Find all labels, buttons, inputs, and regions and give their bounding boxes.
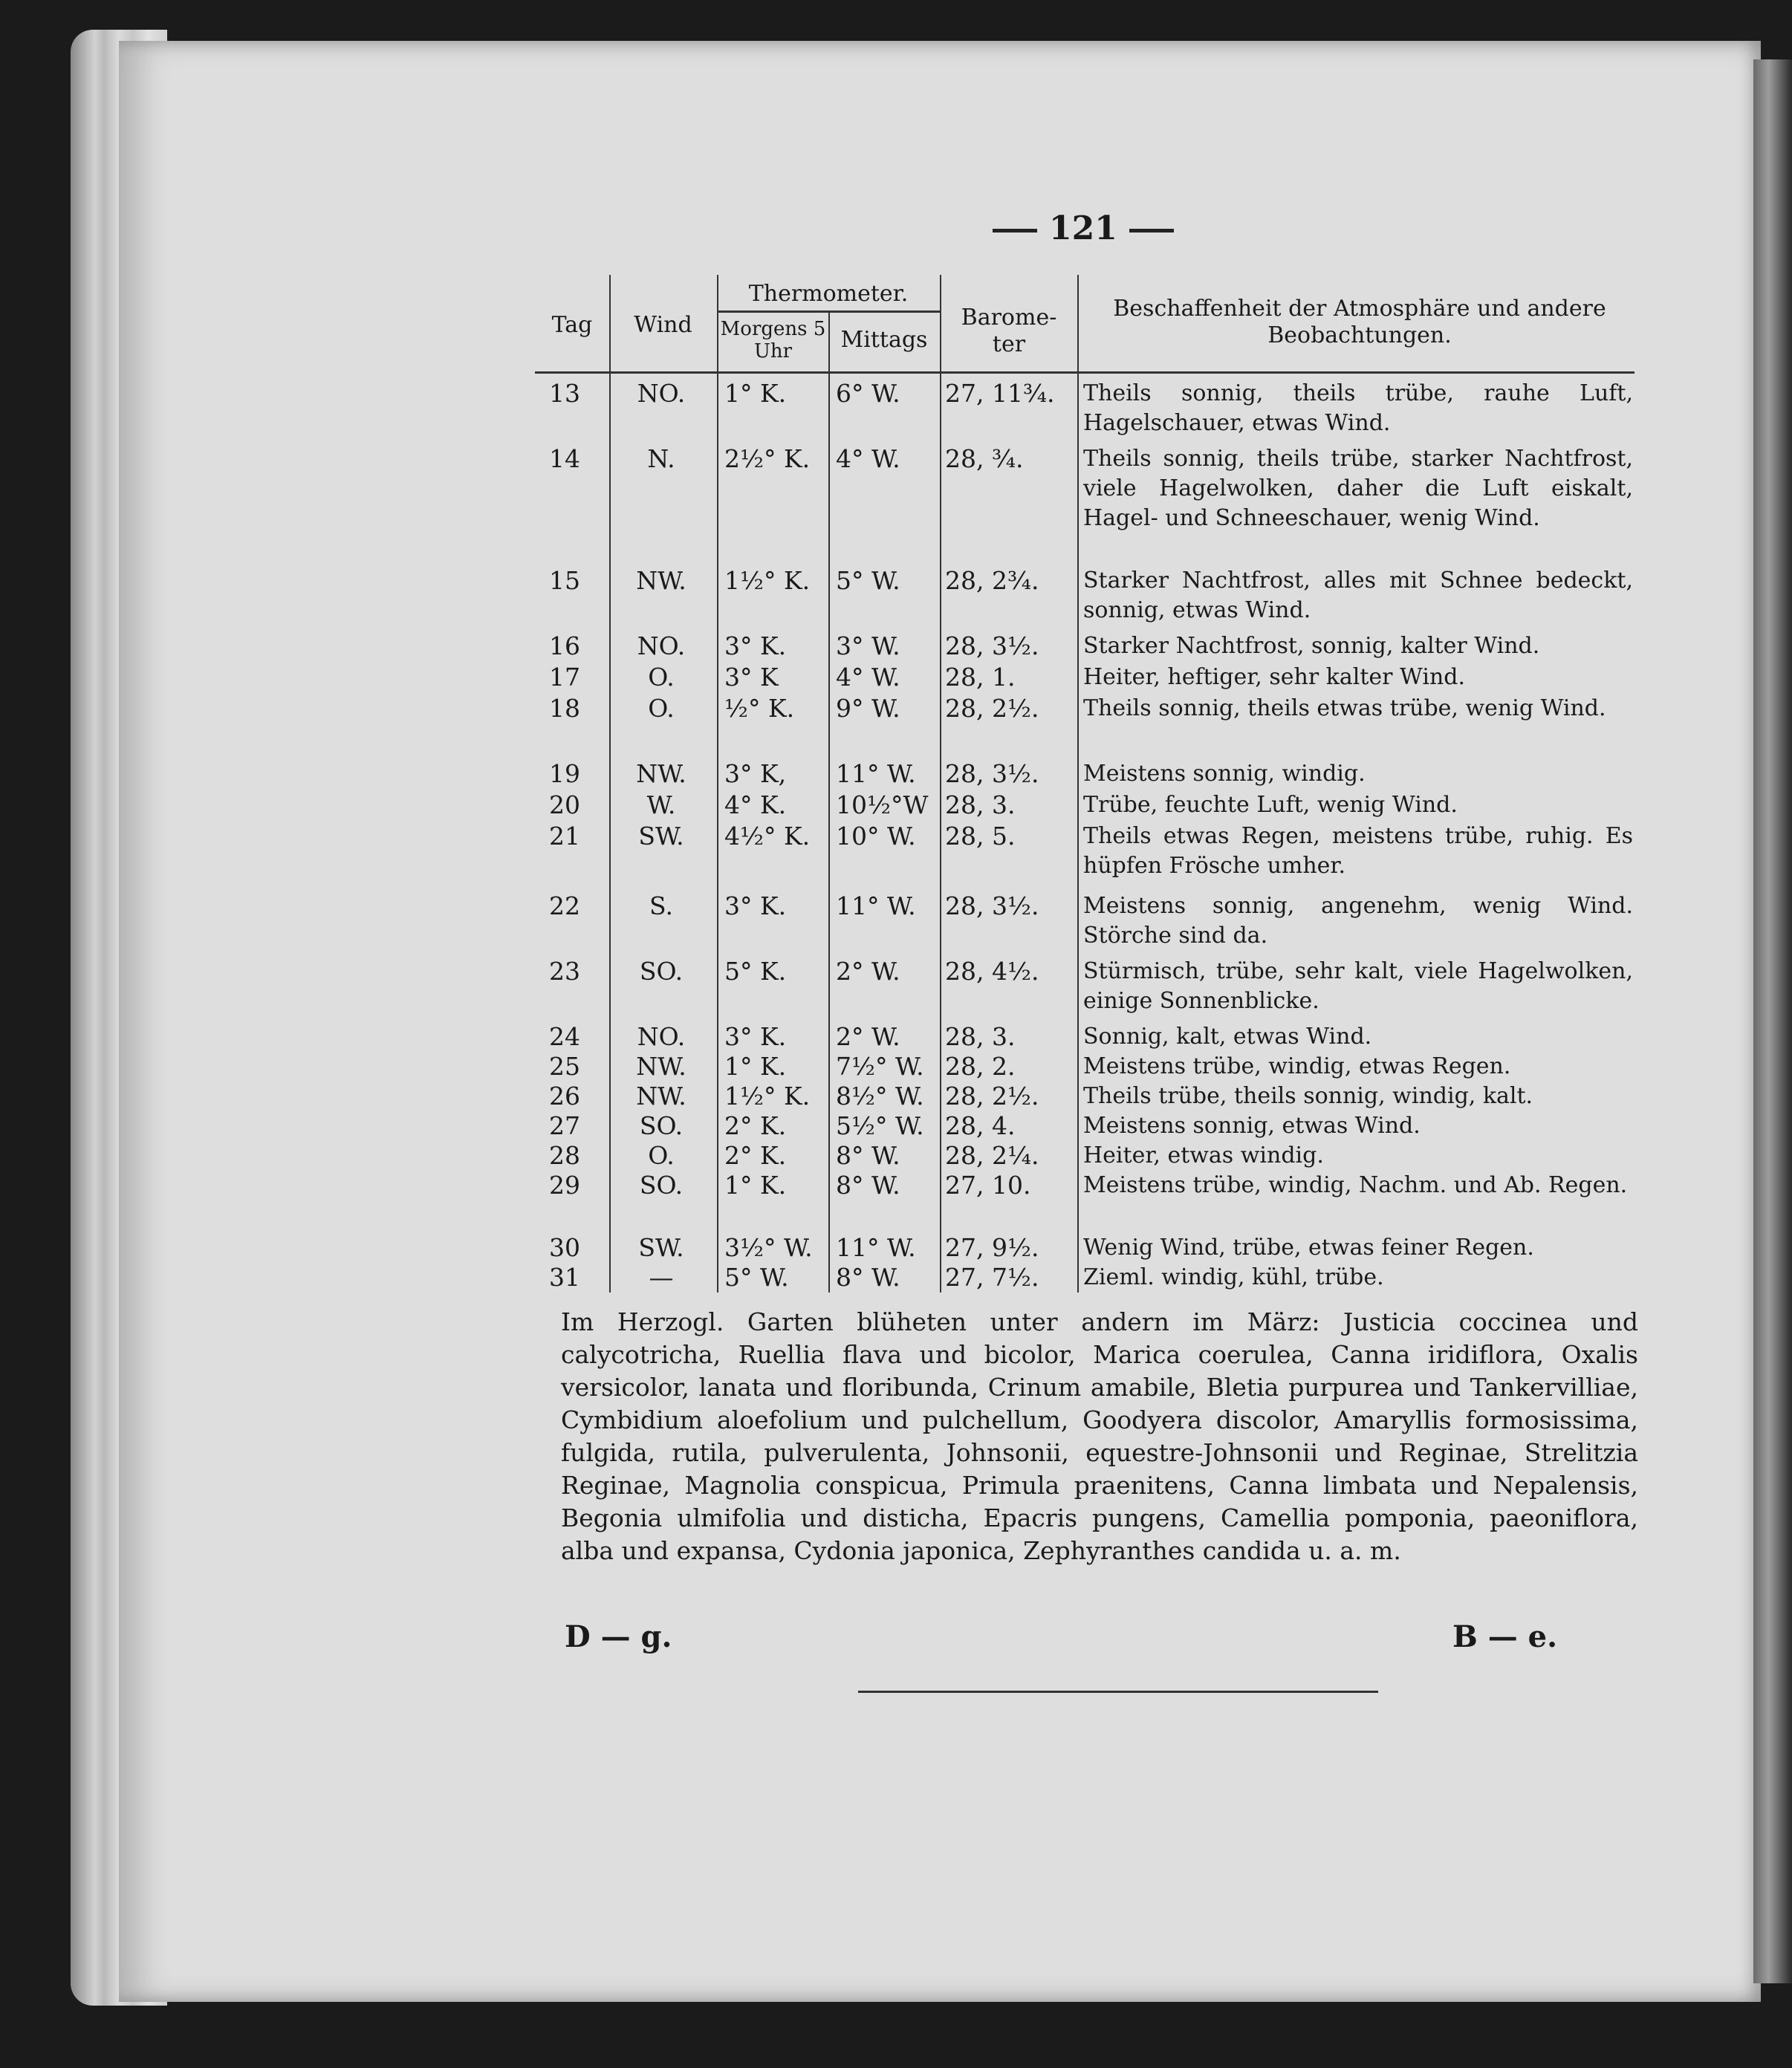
cell-observation: Meistens trübe, windig, etwas Regen.: [1083, 1053, 1511, 1079]
cell-morgens: 3° K: [724, 663, 779, 692]
cell-observation: Meistens trübe, windig, Nachm. und Ab. Regen.: [1083, 1172, 1628, 1198]
cell-barometer: 27, 7½.: [945, 1263, 1039, 1292]
table-row: [535, 1263, 1634, 1292]
cell-mittags: 7½° W.: [836, 1052, 924, 1081]
cell-morgens: 1° K.: [724, 1052, 787, 1081]
table-row: [535, 957, 1634, 1014]
thermometer-rule: [717, 310, 940, 313]
cell-wind: NO.: [637, 379, 686, 408]
cell-barometer: 28, 3½.: [945, 891, 1039, 920]
cell-morgens: 4° K.: [724, 790, 787, 819]
cell-tag: 29: [549, 1171, 580, 1200]
header-thermometer: Thermometer.: [748, 281, 909, 307]
cell-wind: NW.: [636, 1082, 686, 1111]
cell-morgens: 2° K.: [724, 1141, 787, 1170]
cell-tag: 20: [549, 790, 580, 819]
cell-tag: 24: [549, 1022, 580, 1051]
cell-wind: SW.: [638, 1233, 684, 1262]
table-row: [535, 891, 1634, 949]
page-number-dash-left: [993, 229, 1037, 233]
cell-observation: Meistens sonnig, windig.: [1083, 761, 1366, 787]
cell-mittags: 11° W.: [836, 1233, 916, 1262]
cell-wind: O.: [648, 1141, 675, 1170]
cell-observation: Heiter, heftiger, sehr kalter Wind.: [1083, 664, 1465, 690]
cell-tag: 22: [549, 891, 580, 920]
page-number: [981, 209, 1204, 247]
cell-observation: Starker Nachtfrost, sonnig, kalter Wind.: [1083, 633, 1540, 659]
cell-tag: 15: [549, 566, 580, 595]
cell-barometer: 27, 9½.: [945, 1233, 1039, 1262]
cell-observation: Theils trübe, theils sonnig, windig, kalt.: [1083, 1083, 1533, 1109]
cell-mittags: 6° W.: [836, 379, 900, 408]
header-rule: [535, 371, 1634, 374]
cell-morgens: 5° K.: [724, 957, 787, 986]
cell-wind: SO.: [639, 1111, 684, 1140]
signature-right: B — e.: [1452, 1619, 1558, 1654]
cell-mittags: 4° W.: [836, 444, 900, 473]
cell-tag: 31: [549, 1263, 580, 1292]
cell-wind: SO.: [639, 1171, 684, 1200]
cell-mittags: 4° W.: [836, 663, 900, 692]
cell-barometer: 28, 3½.: [945, 631, 1039, 660]
cell-mittags: 11° W.: [836, 759, 916, 788]
cell-mittags: 9° W.: [836, 694, 900, 723]
cell-morgens: 1° K.: [724, 379, 787, 408]
cell-observation: Heiter, etwas windig.: [1083, 1142, 1324, 1168]
cell-barometer: 28, 4½.: [945, 957, 1039, 986]
cell-morgens: 1° K.: [724, 1171, 787, 1200]
cell-observation: Trübe, feuchte Luft, wenig Wind.: [1083, 792, 1458, 818]
cell-morgens: ½° K.: [724, 694, 795, 723]
cell-tag: 25: [549, 1052, 580, 1081]
cell-morgens: 3° K.: [724, 631, 787, 660]
cell-tag: 27: [549, 1111, 580, 1140]
table-row: [535, 663, 1634, 692]
cell-observation: Sonnig, kalt, etwas Wind.: [1083, 1024, 1372, 1050]
cell-barometer: 28, 3.: [945, 790, 1016, 819]
table-row: [535, 444, 1634, 531]
cell-barometer: 27, 10.: [945, 1171, 1031, 1200]
cell-wind: O.: [648, 663, 675, 692]
table-row: [535, 379, 1634, 436]
cell-mittags: 10½°W: [836, 790, 929, 819]
cell-wind: NW.: [636, 1052, 686, 1081]
cell-morgens: 3° K,: [724, 759, 787, 788]
cell-tag: 13: [549, 379, 580, 408]
cell-morgens: 4½° K.: [724, 822, 811, 851]
cell-wind: O.: [648, 694, 675, 723]
table-row: [535, 822, 1634, 879]
cell-observation: Theils sonnig, theils trübe, starker Nachtfrost, viele Hagelwolken, daher die Luft eiskalt, Hagel- und Schneeschauer, wenig Wind.: [1083, 446, 1633, 531]
cell-tag: 23: [549, 957, 580, 986]
cell-morgens: 3° K.: [724, 891, 787, 920]
cell-observation: Wenig Wind, trübe, etwas feiner Regen.: [1083, 1235, 1534, 1261]
cell-barometer: 28, 2¼.: [945, 1141, 1039, 1170]
cell-observation: Meistens sonnig, angenehm, wenig Wind. Störche sind da.: [1083, 893, 1633, 949]
cell-tag: 26: [549, 1082, 580, 1111]
cell-observation: Zieml. windig, kühl, trübe.: [1083, 1264, 1384, 1290]
cell-wind: SW.: [638, 822, 684, 851]
cell-tag: 18: [549, 694, 580, 723]
cell-morgens: 3° K.: [724, 1022, 787, 1051]
cell-mittags: 5° W.: [836, 566, 900, 595]
cell-tag: 16: [549, 631, 580, 660]
cell-observation: Stürmisch, trübe, sehr kalt, viele Hagelwolken, einige Sonnenblicke.: [1083, 958, 1633, 1014]
cell-barometer: 28, 2.: [945, 1052, 1016, 1081]
cell-wind: N.: [647, 444, 675, 473]
cell-mittags: 8° W.: [836, 1141, 900, 1170]
header-mittags: Mittags: [840, 327, 928, 353]
cell-barometer: 28, 2¾.: [945, 566, 1039, 595]
cell-mittags: 3° W.: [836, 631, 900, 660]
weather-table: [535, 275, 1634, 1300]
cell-observation: Theils etwas Regen, meistens trübe, ruhig. Es hüpfen Frösche umher.: [1083, 823, 1633, 879]
table-row: [535, 790, 1634, 820]
table-row: [535, 1141, 1634, 1171]
cell-mittags: 11° W.: [836, 891, 916, 920]
cell-barometer: 28, ¾.: [945, 444, 1024, 473]
cell-wind: NW.: [636, 759, 686, 788]
cell-barometer: 28, 3½.: [945, 759, 1039, 788]
cell-mittags: 8½° W.: [836, 1082, 924, 1111]
cell-tag: 17: [549, 663, 580, 692]
cell-barometer: 28, 3.: [945, 1022, 1016, 1051]
header-observations: Beschaffenheit der Atmosphäre und andere Beobachtungen.: [1113, 296, 1606, 348]
header-morgens: Morgens 5 Uhr: [720, 318, 826, 362]
cell-wind: W.: [646, 790, 676, 819]
table-row: [535, 631, 1634, 661]
cell-wind: SO.: [639, 957, 684, 986]
cell-observation: Theils sonnig, theils trübe, rauhe Luft, Hagelschauer, etwas Wind.: [1083, 380, 1633, 436]
table-row: [535, 1052, 1634, 1082]
table-row: [535, 759, 1634, 789]
cell-mittags: 10° W.: [836, 822, 916, 851]
cell-wind: NW.: [636, 566, 686, 595]
cell-wind: —: [649, 1263, 674, 1292]
page-number-dash-right: [1129, 229, 1174, 233]
cell-wind: NO.: [637, 1022, 686, 1051]
facing-page-edge: [1753, 59, 1792, 1983]
cell-morgens: 1½° K.: [724, 1082, 811, 1111]
table-row: [535, 566, 1634, 623]
header-wind: Wind: [634, 312, 692, 338]
cell-observation: Starker Nachtfrost, alles mit Schnee bedeckt, sonnig, etwas Wind.: [1083, 568, 1633, 623]
cell-tag: 19: [549, 759, 580, 788]
cell-morgens: 2½° K.: [724, 444, 811, 473]
cell-morgens: 3½° W.: [724, 1233, 813, 1262]
cell-observation: Theils sonnig, theils etwas trübe, wenig Wind.: [1083, 695, 1606, 721]
cell-wind: S.: [649, 891, 673, 920]
cell-mittags: 8° W.: [836, 1171, 900, 1200]
table-row: [535, 1171, 1634, 1200]
table-row: [535, 1111, 1634, 1141]
cell-tag: 28: [549, 1141, 580, 1170]
cell-tag: 14: [549, 444, 580, 473]
cell-mittags: 2° W.: [836, 957, 900, 986]
cell-mittags: 2° W.: [836, 1022, 900, 1051]
cell-barometer: 28, 4.: [945, 1111, 1016, 1140]
header-tag: Tag: [551, 312, 593, 338]
page-number-value: 121: [1049, 209, 1117, 247]
cell-observation: Meistens sonnig, etwas Wind.: [1083, 1113, 1421, 1139]
cell-morgens: 5° W.: [724, 1263, 789, 1292]
signature-left: D — g.: [565, 1619, 672, 1654]
cell-morgens: 1½° K.: [724, 566, 811, 595]
cell-barometer: 27, 11¾.: [945, 379, 1055, 408]
cell-tag: 21: [549, 822, 580, 851]
garden-paragraph: Im Herzogl. Garten blüheten unter andern im März: Justicia coccinea und calycotricha, Ruellia flava und bicolor, Marica coerulea, Canna iridiflora, Oxalis versicolor, lanata und floribunda, Crinum amabile, Bletia purpurea und Tankervilliae, Cymbidium aloefolium und pulchellum, Goodyera discolor, Amaryllis formosissima, fulgida, rutila, pulverulenta, Johnsonii, equestre-Johnsonii und Reginae, Strelitzia Reginae, Magnolia conspicua, Primula praenitens, Canna limbata und Nepalensis, Begonia ulmifolia und disticha, Epacris pungens, Camellia pomponia, paeoniflora, alba und expansa, Cydonia japonica, Zephyranthes candida u. a. m.: [561, 1307, 1638, 1565]
cell-barometer: 28, 2½.: [945, 1082, 1039, 1111]
table-row: [535, 1022, 1634, 1052]
table-row: [535, 694, 1634, 724]
cell-barometer: 28, 5.: [945, 822, 1016, 851]
table-row: [535, 1233, 1634, 1263]
closing-rule: [858, 1691, 1378, 1693]
cell-mittags: 8° W.: [836, 1263, 900, 1292]
header-barometer: Barome- ter: [961, 305, 1057, 357]
cell-tag: 30: [549, 1233, 580, 1262]
cell-barometer: 28, 1.: [945, 663, 1016, 692]
cell-mittags: 5½° W.: [836, 1111, 924, 1140]
cell-barometer: 28, 2½.: [945, 694, 1039, 723]
cell-morgens: 2° K.: [724, 1111, 787, 1140]
table-row: [535, 1082, 1634, 1111]
cell-wind: NO.: [637, 631, 686, 660]
